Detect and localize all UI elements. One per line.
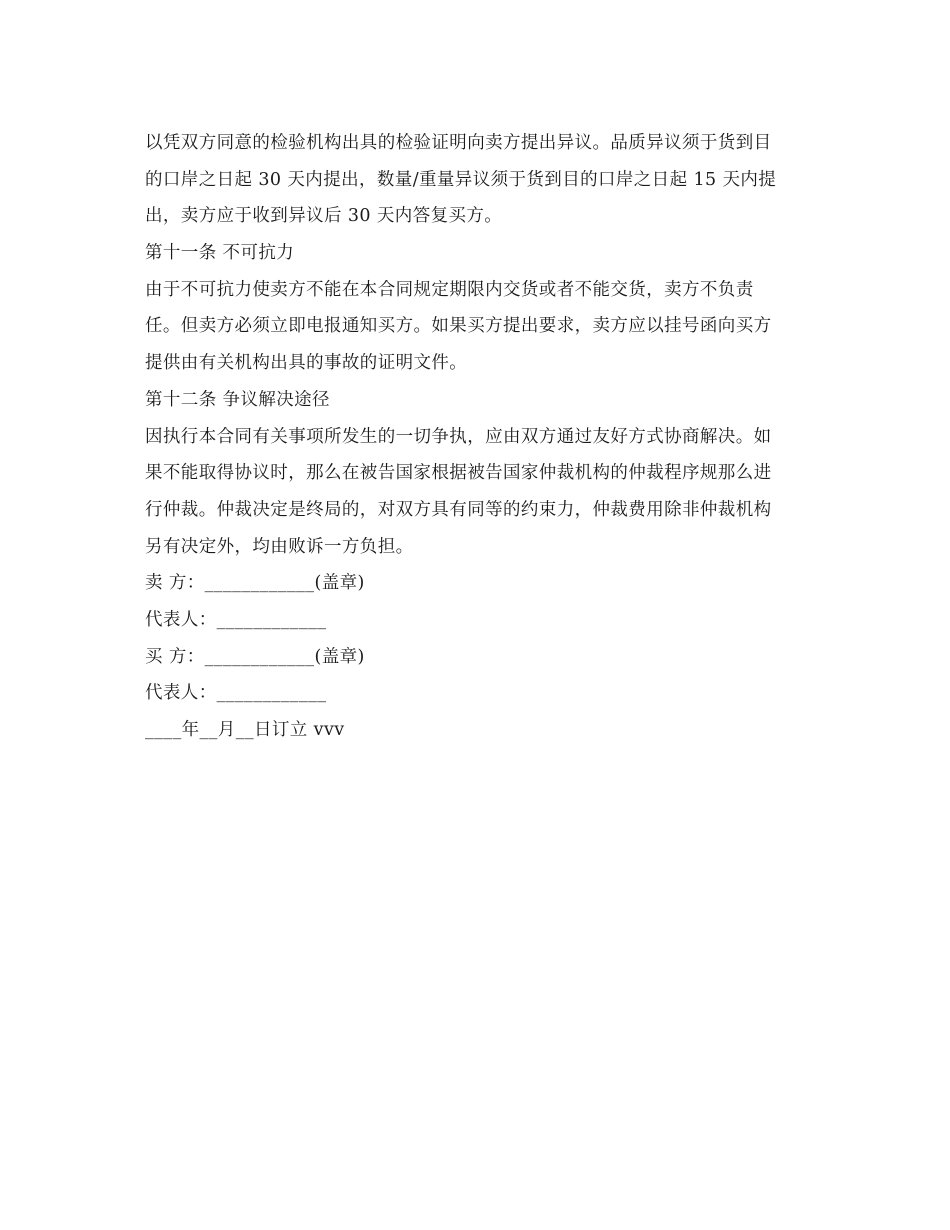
- paragraph-line: 因执行本合同有关事项所发生的一切争执，应由双方通过友好方式协商解决。如: [145, 426, 772, 447]
- paragraph-line: 果不能取得协议时，那么在被告国家根据被告国家仲裁机构的仲裁程序规那么进: [145, 463, 772, 484]
- paragraph-line: 提供由有关机构出具的事故的证明文件。: [145, 353, 468, 374]
- article-11-heading: 第十一条 不可抗力: [145, 243, 295, 264]
- buyer-signature-line: 买 方：____________(盖章): [145, 646, 365, 667]
- document-page: [145, 125, 805, 749]
- seller-representative-line: 代表人：____________: [145, 609, 327, 630]
- paragraph-line: 任。但卖方必须立即电报通知买方。如果买方提出要求，卖方应以挂号函向买方: [145, 316, 772, 337]
- paragraph-line: 另有决定外，均由败诉一方负担。: [145, 536, 414, 557]
- paragraph-line: 由于不可抗力使卖方不能在本合同规定期限内交货或者不能交货，卖方不负责: [145, 279, 754, 300]
- paragraph-line: 的口岸之日起 30 天内提出，数量/重量异议须于货到目的口岸之日起 15 天内提: [145, 169, 777, 190]
- date-line: ____年__月__日订立 vvv: [145, 720, 345, 740]
- article-12-heading: 第十二条 争议解决途径: [145, 389, 330, 410]
- seller-signature-line: 卖 方：____________(盖章): [145, 573, 365, 594]
- paragraph-line: 行仲裁。仲裁决定是终局的，对双方具有同等的约束力，仲裁费用除非仲裁机构: [145, 499, 772, 520]
- paragraph-line: 以凭双方同意的检验机构出具的检验证明向卖方提出异议。品质异议须于货到目: [145, 133, 772, 153]
- paragraph-line: 出，卖方应于收到异议后 30 天内答复买方。: [145, 206, 503, 227]
- buyer-representative-line: 代表人：____________: [145, 683, 327, 704]
